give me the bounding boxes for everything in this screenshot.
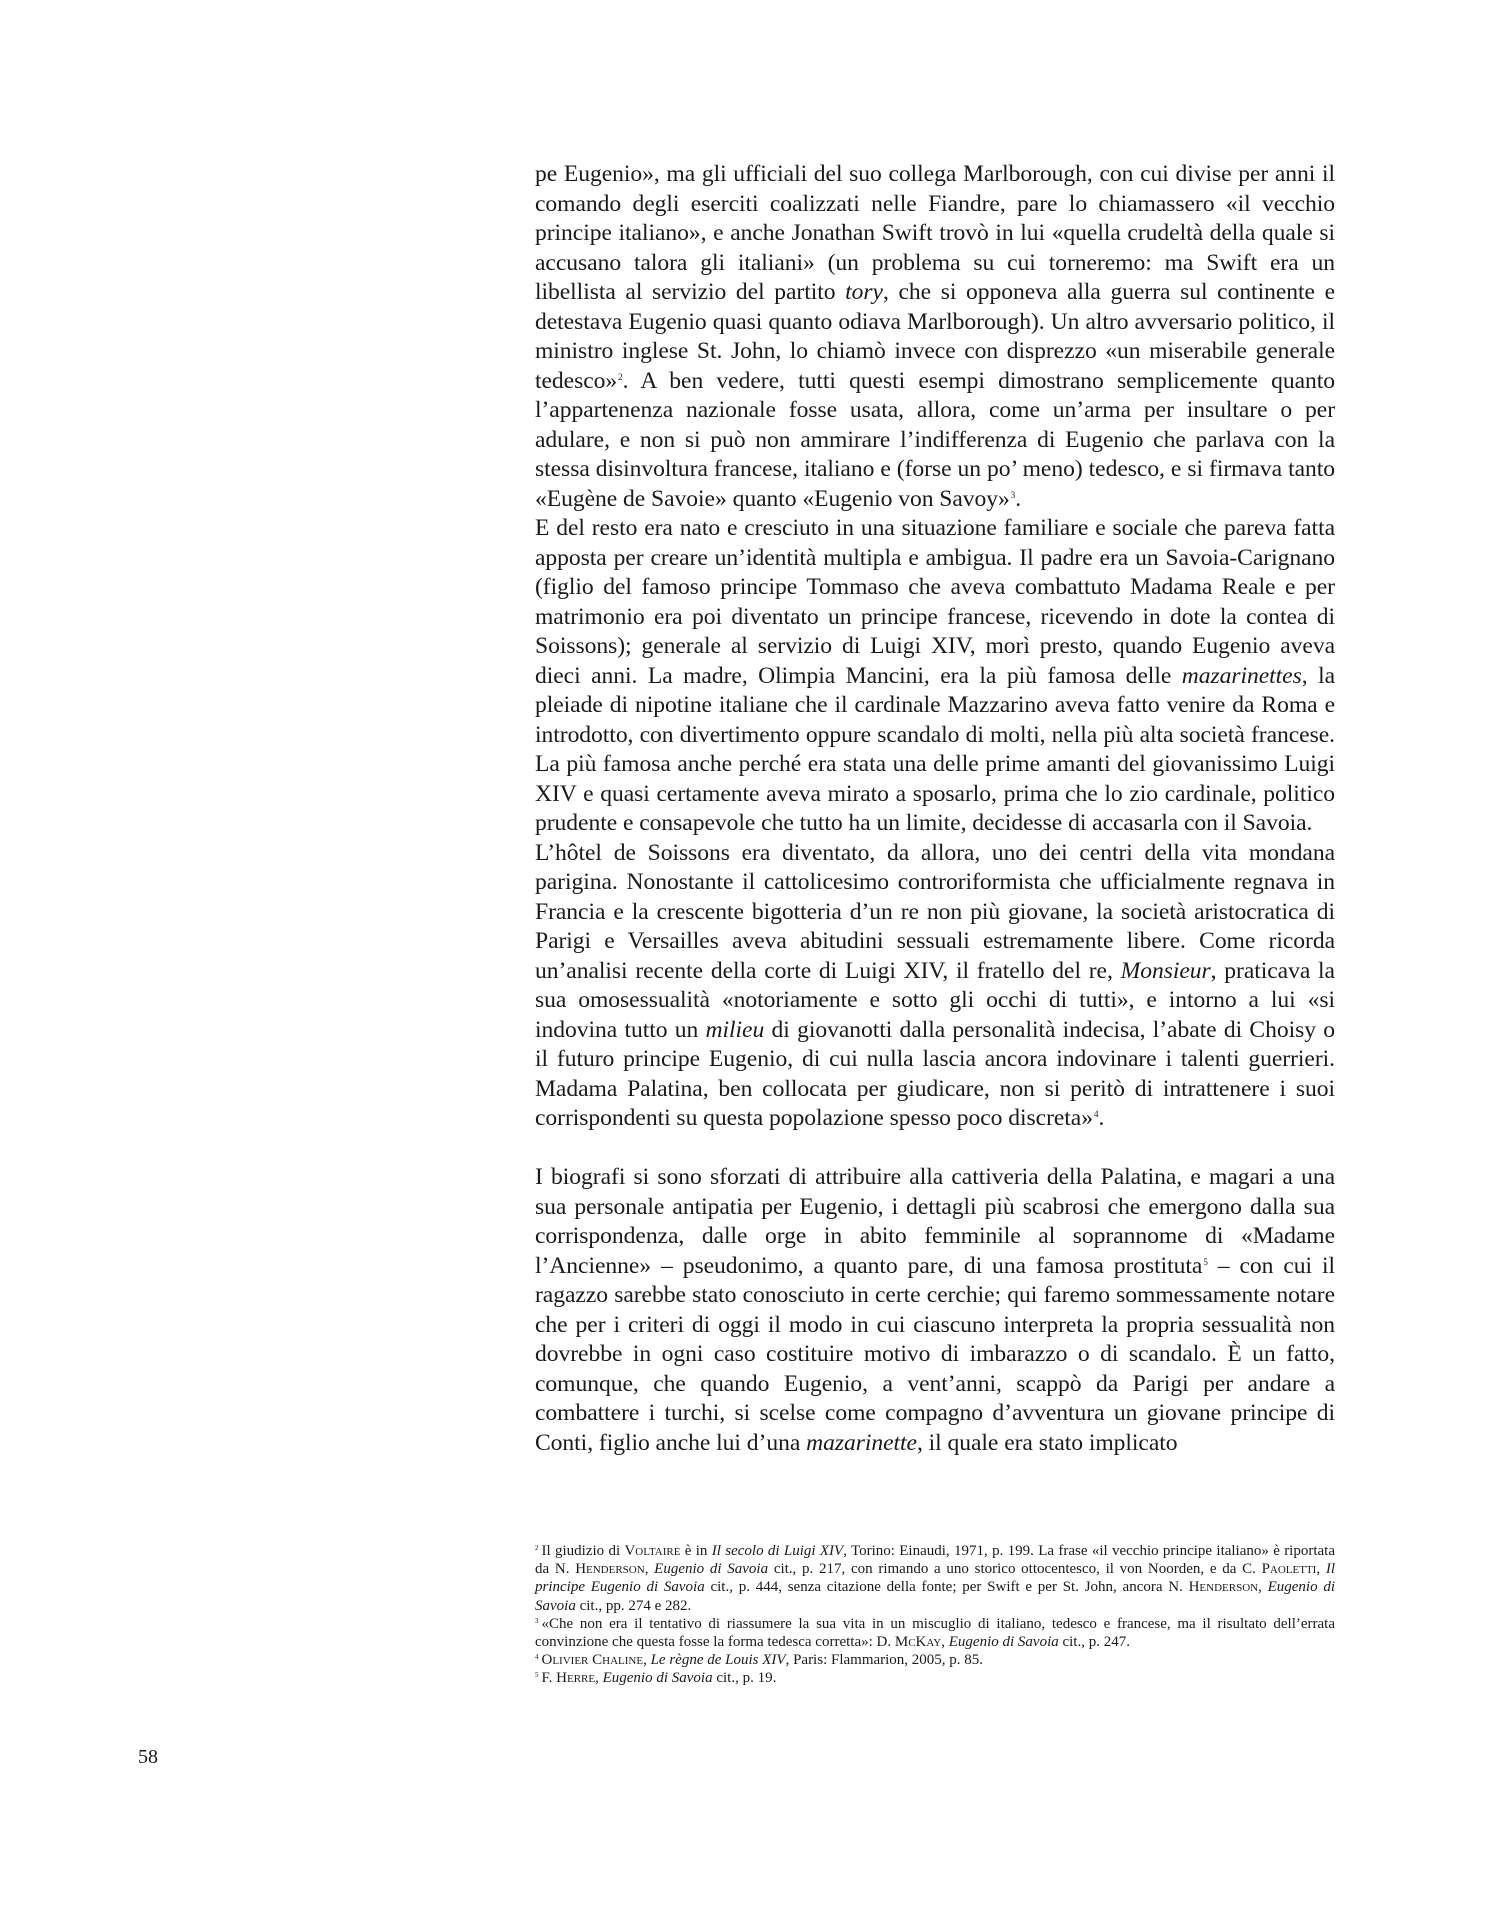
text-run: di giovanotti dalla personalità indecisa, l’abate di Choisy o il futuro principe Eugenio, di cui nulla lascia ancora indovinare i talenti guerrieri. Madama Palatina, ben collocata per giudicare, non si peritò di intrattenere i suoi corrispondenti su questa popolazione spesso poco discreta» (535, 1016, 1335, 1131)
footnote (535, 1542, 1335, 1615)
italic-text: Eugenio di Savoia (535, 1579, 1336, 1614)
text-run: , il quale era stato implicato (916, 1429, 1178, 1456)
text-run: , (1258, 1579, 1268, 1596)
author-name: Henderson (575, 1561, 645, 1578)
italic-text: Eugenio di Savoia (948, 1634, 1059, 1651)
footnote-number: 3 (535, 1616, 539, 1625)
footnote-reference: 2 (618, 371, 623, 382)
text-run: , praticava la sua omosessualità «notoriamente e sotto gli occhi di tutti», e intorno a lui «si indovina tutto un (535, 957, 1335, 1043)
text-run: «Che non era il tentativo di riassumere la sua vita in un miscuglio di italiano, tedesco e francese, ma il risultato dell’errata convinzione che questa fosse la forma tedesca corretta»: D. (535, 1615, 1335, 1651)
footnote (535, 1615, 1335, 1651)
author-name: Voltaire (624, 1543, 681, 1559)
text-run: , (1316, 1561, 1326, 1578)
paragraph (535, 514, 1335, 839)
paragraph (535, 839, 1335, 1134)
text-run: . (1098, 1105, 1105, 1131)
text-run: , (644, 1561, 655, 1578)
footnote-number: 5 (535, 1671, 539, 1680)
page-number: 58 (138, 1746, 158, 1768)
italic-text: mazarinette (806, 1429, 917, 1456)
text-run: , Paris: Flammarion, 2005, p. 85. (785, 1652, 984, 1669)
italic-text: milieu (705, 1016, 765, 1043)
text-run: . (1015, 485, 1022, 512)
text-run: , (643, 1652, 651, 1669)
footnote-reference: 3 (1010, 489, 1016, 500)
author-name: Henderson (1188, 1579, 1259, 1596)
footnote (535, 1669, 1335, 1687)
text-run: , la pleiade di nipotine italiane che il cardinale Mazzarino aveva fatto venire da Roma e introdotto, con divertimento oppure scandalo di molti, nella più alta società francese. La più famosa anche perché era stata una delle prime amanti del giovanissimo Luigi XIV e quasi certamente aveva mirato a sposarlo, prima che lo zio cardinale, politico prudente e consapevole che tutto ha un limite, decidesse di accasarla con il Savoia. (535, 662, 1336, 836)
body-text (535, 160, 1335, 1458)
author-name: Olivier Chaline (541, 1652, 644, 1669)
text-run: pe Eugenio», ma gli ufficiali del suo collega Marlborough, con cui divise per anni il comando degli eserciti coalizzati nelle Fiandre, pare lo chiamassero «il vecchio principe italiano», e anche Jonathan Swift trovò in lui «quella crudeltà della quale si accusano talora gli italiani» (un problema su cui torneremo: ma Swift era un libellista al servizio del partito (535, 161, 1335, 305)
italic-text: mazarinettes (1181, 662, 1302, 689)
text-run: Il giudizio di (541, 1543, 625, 1559)
italic-text: Monsieur (1120, 957, 1211, 984)
text-run: – con cui il ragazzo sarebbe stato conosciuto in certe cerchie; qui faremo sommessamente notare che per i criteri di oggi il modo in cui ciascuno interpreta la propria sessualità non dovrebbe in ogni caso costituire motivo di imbarazzo o di scandalo. È un fatto, comunque, che quando Eugenio, a vent’anni, scappò da Parigi per andare a combattere i turchi, si scelse come compagno d’avventura un giovane principe di Conti, figlio anche lui d’una (535, 1252, 1335, 1456)
italic-text: Eugenio di Savoia (602, 1670, 713, 1687)
footnote-reference: 5 (1203, 1256, 1208, 1267)
text-run: . A ben vedere, tutti questi esempi dimostrano semplicemente quanto l’appartenenza nazionale fosse usata, allora, come un’arma per insultare o per adulare, e non si può non ammirare l’indifferenza di Eugenio che parlava con la stessa disinvoltura francese, italiano e (forse un po’ meno) tedesco, e si firmava tanto «Eugène de Savoie» quanto «Eugenio von Savoy» (535, 367, 1335, 512)
author-name: McKay (894, 1634, 942, 1651)
text-run: L’hôtel de Soissons era diventato, da allora, uno dei centri della vita mondana parigina. Nonostante il cattolicesimo controriformista che ufficialmente regnava in Francia e la crescente bigotteria d’un re non più giovane, la società aristocratica di Parigi e Versailles aveva abitudini sessuali estremamente libere. Come ricorda un’analisi recente della corte di Luigi XIV, il fratello del re, (535, 839, 1335, 984)
text-run: , che si opponeva alla guerra sul continente e detestava Eugenio quasi quanto odiava Marlborough). Un altro avversario politico, il ministro inglese St. John, lo chiamò invece con disprezzo «un miserabile generale tedesco» (535, 279, 1335, 394)
italic-text: tory (845, 279, 883, 305)
text-run: cit., pp. 274 e 282. (575, 1597, 692, 1614)
italic-text: Il secolo di Luigi XIV (711, 1543, 844, 1559)
text-run: cit., p. 19. (712, 1670, 777, 1687)
italic-text: Le règne de Louis XIV (650, 1652, 786, 1669)
text-run: , (595, 1670, 603, 1687)
text-run: cit., p. 444, senza citazione della fonte; per Swift e per St. John, ancora N. (704, 1579, 1189, 1596)
text-run: , (941, 1634, 949, 1651)
text-run: cit., p. 217, con rimando a uno storico ottocentesco, il von Noorden, e da C. (768, 1561, 1262, 1578)
text-run: è in (680, 1543, 712, 1559)
author-name: Herre (556, 1670, 596, 1687)
footnotes (535, 1542, 1335, 1688)
footnote-number: 4 (535, 1653, 539, 1662)
text-run: I biografi si sono sforzati di attribuire alla cattiveria della Palatina, e magari a una sua personale antipatia per Eugenio, i dettagli più scabrosi che emergono dalla sua corrispondenza, dalle orge in abito femminile al soprannome di «Madame l’Ancienne» – pseudonimo, a quanto pare, di una famosa prostituta (535, 1164, 1335, 1279)
footnote-number: 2 (535, 1544, 539, 1552)
italic-text: Eugenio di Savoia (654, 1561, 769, 1578)
text-run: , Torino: Einaudi, 1971, p. 199. La frase «il vecchio principe italiano» è riportata da N. (535, 1543, 1335, 1578)
author-name: Paoletti (1261, 1561, 1317, 1578)
text-run: E del resto era nato e cresciuto in una situazione familiare e sociale che pareva fatta apposta per creare un’identità multipla e ambigua. Il padre era un Savoia-Carignano (figlio del famoso principe Tommaso che aveva combattuto Madama Reale e per matrimonio era poi diventato un principe francese, ricevendo in dote la contea di Soissons); generale al servizio di Luigi XIV, morì presto, quando Eugenio aveva dieci anni. La madre, Olimpia Mancini, era la più famosa delle (535, 515, 1335, 689)
paragraph (535, 160, 1335, 514)
text-run: cit., p. 247. (1058, 1634, 1130, 1651)
text-run: F. (541, 1670, 557, 1687)
footnote-reference: 4 (1093, 1109, 1099, 1119)
paragraph (535, 1163, 1335, 1458)
footnote (535, 1651, 1335, 1669)
italic-text: Il principe Eugenio di Savoia (535, 1561, 1335, 1596)
